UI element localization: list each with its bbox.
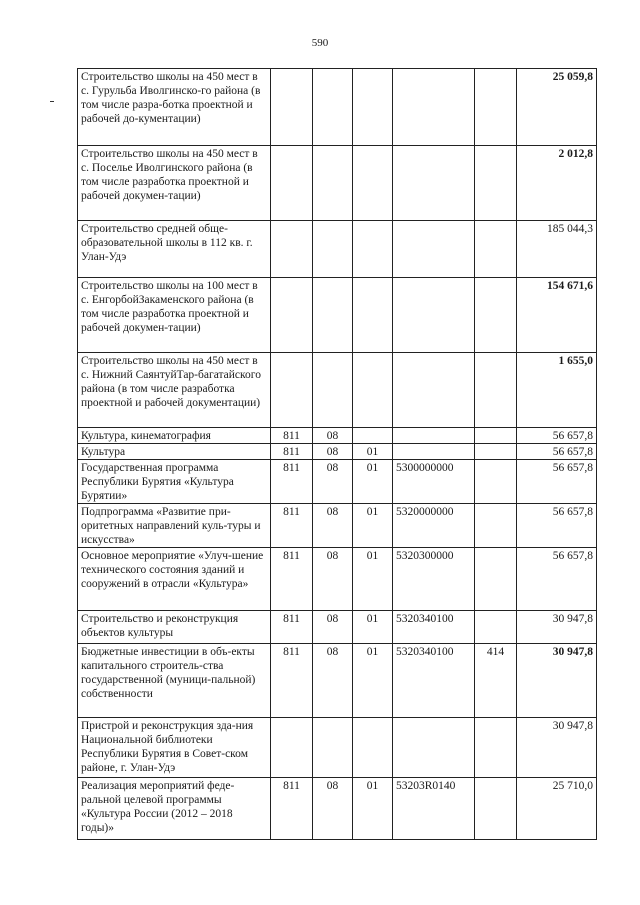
target-article-code: 5320340100 bbox=[393, 611, 475, 644]
amount: 56 657,8 bbox=[517, 444, 597, 460]
amount: 185 044,3 bbox=[517, 221, 597, 278]
table-row bbox=[78, 778, 597, 840]
section-code: 08 bbox=[313, 428, 353, 444]
expense-type-code bbox=[475, 504, 517, 548]
ministry-code bbox=[271, 353, 313, 428]
expense-type-code bbox=[475, 718, 517, 778]
target-article-code: 5320000000 bbox=[393, 504, 475, 548]
ministry-code: 811 bbox=[271, 611, 313, 644]
target-article-code bbox=[393, 353, 475, 428]
table-row bbox=[78, 644, 597, 718]
ministry-code: 811 bbox=[271, 504, 313, 548]
table-row bbox=[78, 504, 597, 548]
expense-type-code bbox=[475, 460, 517, 504]
section-code bbox=[313, 718, 353, 778]
amount: 25 059,8 bbox=[517, 69, 597, 146]
ministry-code: 811 bbox=[271, 644, 313, 718]
target-article-code bbox=[393, 428, 475, 444]
section-code: 08 bbox=[313, 504, 353, 548]
expense-type-code bbox=[475, 221, 517, 278]
table-row bbox=[78, 460, 597, 504]
table-row bbox=[78, 444, 597, 460]
item-name: Строительство школы на 450 мест в с. Гурульба Иволгинско-го района (в том числе разра-ботка проектной и рабочей до-кументации) bbox=[78, 69, 271, 146]
table-row bbox=[78, 221, 597, 278]
ministry-code: 811 bbox=[271, 778, 313, 840]
target-article-code bbox=[393, 718, 475, 778]
expense-type-code: 414 bbox=[475, 644, 517, 718]
target-article-code bbox=[393, 278, 475, 353]
item-name: Подпрограмма «Развитие при-оритетных направлений куль-туры и искусства» bbox=[78, 504, 271, 548]
section-code bbox=[313, 69, 353, 146]
item-name: Строительство школы на 450 мест в с. Поселье Иволгинского района (в том числе разработка проектной и рабочей докумен-тации) bbox=[78, 146, 271, 221]
expense-type-code bbox=[475, 278, 517, 353]
amount: 1 655,0 bbox=[517, 353, 597, 428]
table-row bbox=[78, 548, 597, 611]
section-code: 08 bbox=[313, 644, 353, 718]
ministry-code bbox=[271, 718, 313, 778]
table-row bbox=[78, 278, 597, 353]
subsection-code bbox=[353, 146, 393, 221]
amount: 25 710,0 bbox=[517, 778, 597, 840]
amount: 56 657,8 bbox=[517, 504, 597, 548]
budget-table bbox=[77, 68, 597, 840]
expense-type-code bbox=[475, 146, 517, 221]
item-name: Государственная программа Республики Бурятия «Культура Бурятии» bbox=[78, 460, 271, 504]
ministry-code: 811 bbox=[271, 428, 313, 444]
item-name: Бюджетные инвестиции в объ-екты капитального строитель-ства государственной (муници-пальной) собственности bbox=[78, 644, 271, 718]
item-name: Строительство школы на 450 мест в с. Нижний СаянтуйТар-багатайского района (в том числе разработка проектной и рабочей документации) bbox=[78, 353, 271, 428]
amount: 30 947,8 bbox=[517, 644, 597, 718]
target-article-code: 5320340100 bbox=[393, 644, 475, 718]
subsection-code bbox=[353, 428, 393, 444]
section-code bbox=[313, 353, 353, 428]
amount: 154 671,6 bbox=[517, 278, 597, 353]
expense-type-code bbox=[475, 428, 517, 444]
section-code: 08 bbox=[313, 778, 353, 840]
ministry-code bbox=[271, 146, 313, 221]
subsection-code: 01 bbox=[353, 504, 393, 548]
target-article-code bbox=[393, 146, 475, 221]
expense-type-code bbox=[475, 353, 517, 428]
subsection-code bbox=[353, 69, 393, 146]
subsection-code bbox=[353, 353, 393, 428]
item-name: Пристрой и реконструкция зда-ния Национальной библиотеки Республики Бурятия в Совет-ском районе, г. Улан-Удэ bbox=[78, 718, 271, 778]
ministry-code: 811 bbox=[271, 548, 313, 611]
section-code bbox=[313, 278, 353, 353]
table-row bbox=[78, 718, 597, 778]
section-code: 08 bbox=[313, 548, 353, 611]
amount: 56 657,8 bbox=[517, 460, 597, 504]
table-row bbox=[78, 611, 597, 644]
item-name: Культура, кинематография bbox=[78, 428, 271, 444]
table-row bbox=[78, 428, 597, 444]
item-name: Строительство школы на 100 мест в с. ЕнгорбойЗакаменского района (в том числе разработка проектной и рабочей докумен-тации) bbox=[78, 278, 271, 353]
subsection-code: 01 bbox=[353, 644, 393, 718]
subsection-code bbox=[353, 221, 393, 278]
expense-type-code bbox=[475, 548, 517, 611]
page-number: 590 bbox=[311, 37, 329, 49]
amount: 30 947,8 bbox=[517, 718, 597, 778]
target-article-code bbox=[393, 444, 475, 460]
expense-type-code bbox=[475, 69, 517, 146]
amount: 30 947,8 bbox=[517, 611, 597, 644]
item-name: Реализация мероприятий феде-ральной целевой программы «Культура России (2012 – 2018 годы)» bbox=[78, 778, 271, 840]
target-article-code bbox=[393, 69, 475, 146]
ministry-code: 811 bbox=[271, 444, 313, 460]
table-row bbox=[78, 69, 597, 146]
subsection-code: 01 bbox=[353, 611, 393, 644]
subsection-code: 01 bbox=[353, 548, 393, 611]
target-article-code bbox=[393, 221, 475, 278]
expense-type-code bbox=[475, 778, 517, 840]
table-row bbox=[78, 146, 597, 221]
item-name: Строительство и реконструкция объектов культуры bbox=[78, 611, 271, 644]
item-name: Основное мероприятие «Улуч-шение технического состояния зданий и сооружений в отрасли «Культура» bbox=[78, 548, 271, 611]
section-code: 08 bbox=[313, 460, 353, 504]
expense-type-code bbox=[475, 444, 517, 460]
table-row bbox=[78, 353, 597, 428]
subsection-code bbox=[353, 278, 393, 353]
subsection-code: 01 bbox=[353, 444, 393, 460]
subsection-code: 01 bbox=[353, 460, 393, 504]
ministry-code: 811 bbox=[271, 460, 313, 504]
section-code bbox=[313, 221, 353, 278]
section-code bbox=[313, 146, 353, 221]
ministry-code bbox=[271, 69, 313, 146]
amount: 56 657,8 bbox=[517, 428, 597, 444]
ministry-code bbox=[271, 278, 313, 353]
table-body bbox=[78, 69, 597, 840]
target-article-code: 5320300000 bbox=[393, 548, 475, 611]
expense-type-code bbox=[475, 611, 517, 644]
amount: 56 657,8 bbox=[517, 548, 597, 611]
subsection-code bbox=[353, 718, 393, 778]
item-name: Строительство средней обще-образовательной школы в 112 кв. г. Улан-Удэ bbox=[78, 221, 271, 278]
margin-mark bbox=[50, 101, 54, 102]
section-code: 08 bbox=[313, 611, 353, 644]
ministry-code bbox=[271, 221, 313, 278]
section-code: 08 bbox=[313, 444, 353, 460]
item-name: Культура bbox=[78, 444, 271, 460]
target-article-code: 53203R0140 bbox=[393, 778, 475, 840]
amount: 2 012,8 bbox=[517, 146, 597, 221]
subsection-code: 01 bbox=[353, 778, 393, 840]
target-article-code: 5300000000 bbox=[393, 460, 475, 504]
